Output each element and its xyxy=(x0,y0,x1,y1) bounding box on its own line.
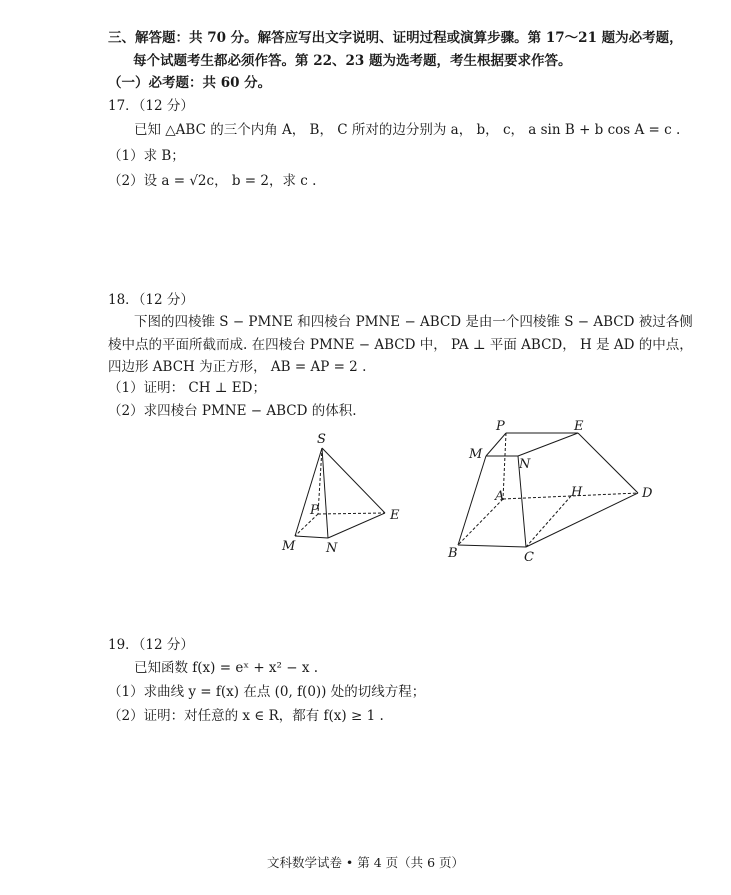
label-P: P xyxy=(310,503,319,518)
edge-PE xyxy=(318,513,385,514)
q18-stem-line3: 四边形 ABCH 为正方形， AB = AP = 2 . xyxy=(108,359,367,375)
section-subheader: （一）必考题：共 60 分。 xyxy=(108,75,272,91)
label-A: A xyxy=(495,489,505,504)
q19-number: 19．（12 分） xyxy=(108,637,194,653)
label-H: H xyxy=(571,485,583,500)
q17-part1: （1）求 B； xyxy=(108,148,185,164)
label-P: P xyxy=(496,419,505,434)
q17-part2: （2）设 a = √2c， b = 2，求 c . xyxy=(108,173,317,189)
label-M: M xyxy=(282,539,296,554)
edge-HC xyxy=(526,496,571,547)
label-D: D xyxy=(642,486,653,501)
q19-part2: （2）证明：对任意的 x ∈ R，都有 f(x) ≥ 1 . xyxy=(108,708,384,724)
q18-number: 18．（12 分） xyxy=(108,292,194,308)
edge-BC xyxy=(458,545,526,547)
edge-SN xyxy=(322,448,328,538)
edge-MN xyxy=(295,536,328,538)
q18-part2: （2）求四棱台 PMNE − ABCD 的体积. xyxy=(108,403,357,419)
edge-ED xyxy=(578,433,638,493)
edge-NE xyxy=(518,433,578,456)
q18-stem-line1: 下图的四棱锥 S − PMNE 和四棱台 PMNE − ABCD 是由一个四棱锥 S − ABCD 被过各侧 xyxy=(134,314,693,330)
edge-MB xyxy=(458,456,486,545)
label-M: M xyxy=(469,447,483,462)
q18-part1: （1）证明： CH ⊥ ED； xyxy=(108,380,266,396)
edge-SE xyxy=(322,448,385,513)
q19-part1: （1）求曲线 y = f(x) 在点 (0, f(0)) 处的切线方程； xyxy=(108,684,426,700)
q17-stem: 已知 △ABC 的三个内角 A， B， C 所对的边分别为 a， b， c， a sin B + b cos A = c . xyxy=(134,122,681,138)
label-C: C xyxy=(524,550,534,565)
page-footer: 文科数学试卷 • 第 4 页（共 6 页） xyxy=(266,855,465,870)
label-E: E xyxy=(390,508,400,523)
label-S: S xyxy=(317,432,326,447)
pyramid-figure xyxy=(270,428,420,563)
label-N: N xyxy=(519,457,531,472)
section-header-line1: 三、解答题：共 70 分。解答应写出文字说明、证明过程或演算步骤。第 17～21 题为必考题， xyxy=(108,30,683,46)
frustum-figure xyxy=(440,416,660,566)
label-E: E xyxy=(574,419,584,434)
label-B: B xyxy=(448,546,458,561)
q18-stem-line2: 棱中点的平面所截而成. 在四棱台 PMNE − ABCD 中， PA ⊥ 平面 ABCD， H 是 AD 的中点， xyxy=(108,337,693,353)
q17-number: 17．（12 分） xyxy=(108,98,194,114)
section-header-line2: 每个试题考生都必须作答。第 22、23 题为选考题，考生根据要求作答。 xyxy=(133,53,572,69)
edge-PM xyxy=(486,433,506,456)
label-N: N xyxy=(326,541,338,556)
q19-stem: 已知函数 f(x) = eˣ + x² − x . xyxy=(134,660,319,676)
edge-NE xyxy=(328,513,385,538)
edge-CD xyxy=(526,493,638,547)
